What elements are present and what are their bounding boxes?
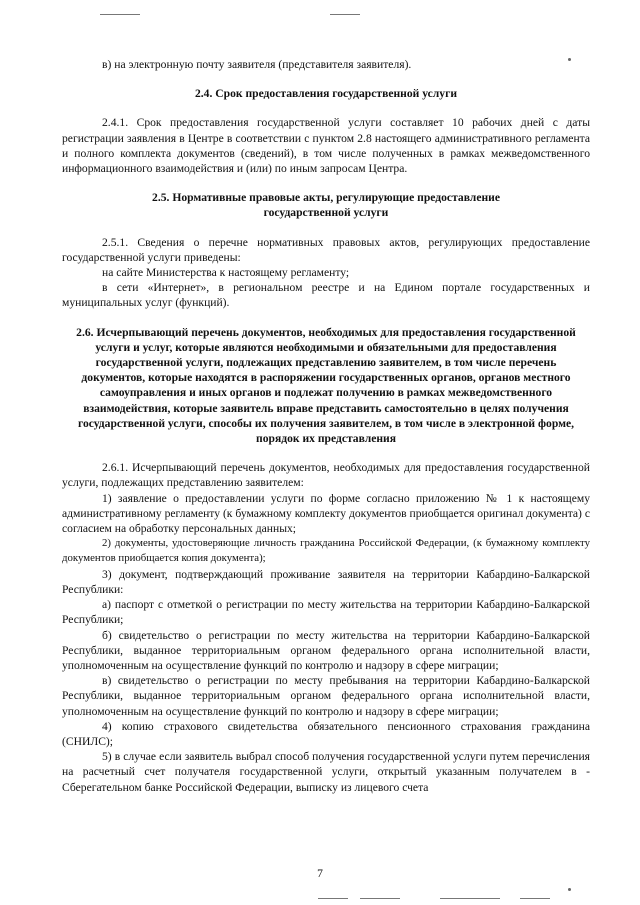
section-2-6-1-paragraph: 2.6.1. Исчерпывающий перечень документов, необходимых для предоставления государственной услуги, подлежащих представлению заявителем: <box>62 461 590 490</box>
section-2-5-heading-line1: 2.5. Нормативные правовые акты, регулирующие предоставление <box>152 191 500 205</box>
page-body <box>62 57 590 795</box>
scan-artifact <box>520 898 550 899</box>
list-item-4: 4) копию страхового свидетельства обязательного пенсионного страхования гражданина (СНИЛС); <box>62 719 590 748</box>
scan-artifact <box>318 898 348 899</box>
section-2-4-1-paragraph: 2.4.1. Срок предоставления государственной услуги составляет 10 рабочих дней с даты регистрации заявления в Центре в соответствии с пунктом 2.8 настоящего административного регламента и полного комплекта документов (сведений), в том числе полученных в рамках межведомственного информационного взаимодействия и (или) по иным запросам Центра. <box>62 116 590 176</box>
list-item-1: 1) заявление о предоставлении услуги по форме согласно приложению № 1 к настоящему административному регламенту (к бумажному комплекту документов приобщается оригинал документа) с согласием на обработку персональных данных; <box>62 491 590 536</box>
list-item-2: 2) документы, удостоверяющие личность гражданина Российской Федерации, (к бумажному комплекту документов приобщается копия документа); <box>62 537 590 565</box>
list-item-5: 5) в случае если заявитель выбрал способ получения государственной услуги путем перечисления на расчетный счет получателя государственной услуги, открытый указанным получателем в - Сберегательном банке Российской Федерации, выписку из лицевого счета <box>62 750 590 794</box>
scan-artifact <box>360 898 400 899</box>
list-item-3c: в) свидетельство о регистрации по месту пребывания на территории Кабардино-Балкарской Республики, выданное территориальным органом федерального органа исполнительной власти, уполномоченным на осуществление функций по контролю и надзору в сфере миграции; <box>62 674 590 718</box>
scan-artifact <box>330 14 360 15</box>
list-item-3: 3) документ, подтверждающий проживание заявителя на территории Кабардино-Балкарской Республики: <box>62 567 590 596</box>
list-item-3b: б) свидетельство о регистрации по месту жительства на территории Кабардино-Балкарской Республики, выданное территориальным органом федерального органа исполнительной власти, уполномоченным на осуществление функций по контролю и надзору в сфере миграции; <box>62 628 590 672</box>
section-2-5-ministry-site: на сайте Министерства к настоящему регламенту; <box>102 266 350 280</box>
scan-artifact <box>440 898 500 899</box>
top-line: в) на электронную почту заявителя (представителя заявителя). <box>102 58 412 71</box>
scan-artifact <box>100 14 140 15</box>
page-number: 7 <box>317 867 323 880</box>
section-2-5-heading-line2: государственной услуги <box>263 206 389 220</box>
section-2-5-1-paragraph: 2.5.1. Сведения о перечне нормативных правовых актов, регулирующих предоставление государственной услуги приведены: <box>62 235 590 264</box>
section-2-5-internet: в сети «Интернет», в региональном реестре и на Едином портале государственных и муниципальных услуг (функций). <box>62 281 590 310</box>
list-item-3a: а) паспорт с отметкой о регистрации по месту жительства на территории Кабардино-Балкарской Республики; <box>62 598 590 627</box>
section-2-4-heading: 2.4. Срок предоставления государственной услуги <box>194 87 458 101</box>
section-2-6-heading: 2.6. Исчерпывающий перечень документов, необходимых для предоставления государственной услуги и услуг, которые являются необходимыми и обязательными для предоставления государственной услуги, подлежащих представлению заявителем, в том числе перечень документов, которые находятся в распоряжении государственных органов, органов местного самоуправления и иных органов и подлежат получению в рамках межведомственного взаимодействия, которые заявитель вправе представить самостоятельно в целях получения государственной услуги, способы их получения заявителем, в том числе в электронной форме, порядок их представления <box>76 325 576 446</box>
scan-dot <box>568 888 571 891</box>
